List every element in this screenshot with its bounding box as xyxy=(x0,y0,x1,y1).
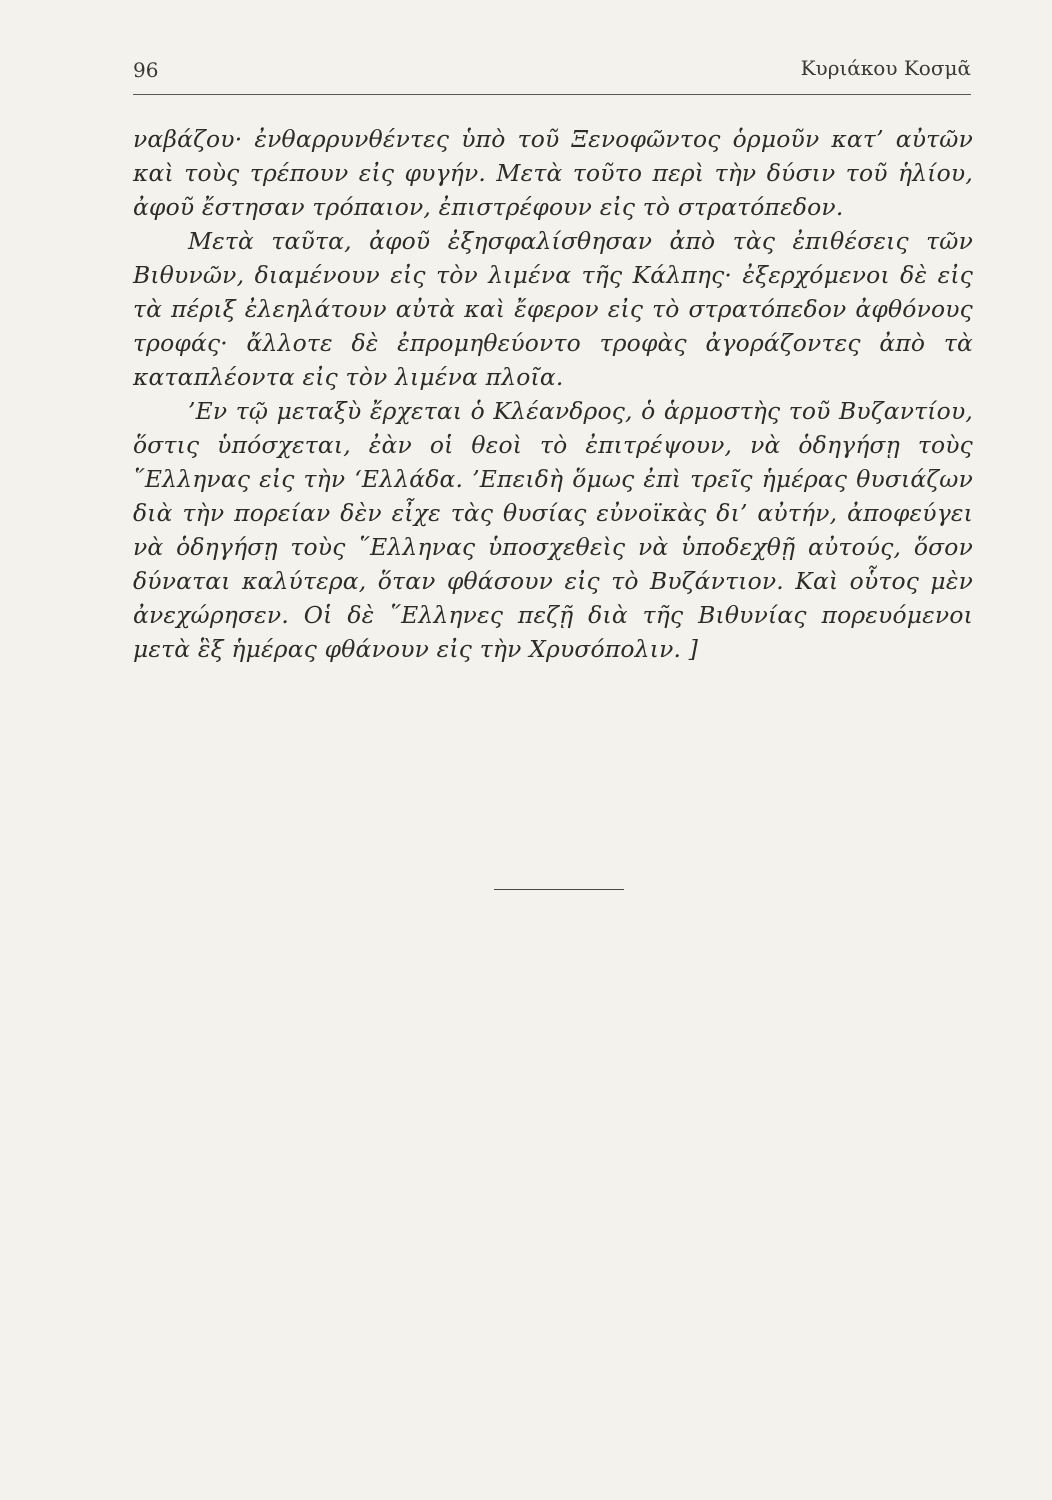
page-number: 96 xyxy=(133,58,159,82)
paragraph-1: ναβάζου· ἐνθαρρυνθέντες ὑπὸ τοῦ Ξενοφῶντος ὁρμοῦν κατ’ αὐτῶν καὶ τοὺς τρέπουν εἰς φυγήν. Μετὰ τοῦτο περὶ τὴν δύσιν τοῦ ἡλίου, ἀφοῦ ἔστησαν τρόπαιον, ἐπιστρέφουν εἰς τὸ στρατόπεδον. xyxy=(133,125,973,221)
end-rule xyxy=(494,889,624,890)
paragraph-2: Μετὰ ταῦτα, ἀφοῦ ἐξησφαλίσθησαν ἀπὸ τὰς ἐπιθέσεις τῶν Βιθυνῶν, διαμένουν εἰς τὸν λιμένα τῆς Κάλπης· ἐξερχόμενοι δὲ εἰς τὰ πέριξ ἐλεηλάτουν αὐτὰ καὶ ἔφερον εἰς τὸ στρατόπεδον ἀφθόνους τροφάς· ἄλλοτε δὲ ἐπρομηθεύοντο τροφὰς ἀγοράζοντες ἀπὸ τὰ καταπλέοντα εἰς τὸν λιμένα πλοῖα. xyxy=(133,227,973,391)
paragraph-3: ’Εν τῷ μεταξὺ ἔρχεται ὁ Κλέανδρος, ὁ ἁρμοστὴς τοῦ Βυζαντίου, ὅστις ὑπόσχεται, ἐὰν οἱ θεοὶ τὸ ἐπιτρέψουν, νὰ ὁδηγήσῃ τοὺς ῞Ελληνας εἰς τὴν ‘Ελλάδα. ’Επειδὴ ὅμως ἐπὶ τρεῖς ἡμέρας θυσιάζων διὰ τὴν πορείαν δὲν εἶχε τὰς θυσίας εὐνοϊκὰς δι’ αὐτήν, ἀποφεύγει νὰ ὁδηγήσῃ τοὺς ῞Ελληνας ὑποσχεθεὶς νὰ ὑποδεχθῇ αὐτούς, ὅσον δύναται καλύτερα, ὅταν φθάσουν εἰς τὸ Βυζάντιον. Καὶ οὗτος μὲν ἀνεχώρησεν. Οἱ δὲ ῞Ελληνες πεζῇ διὰ τῆς Βιθυνίας πορευόμενοι μετὰ ἓξ ἡμέρας φθάνουν εἰς τὴν Χρυσόπολιν. ] xyxy=(133,397,973,663)
body-text xyxy=(133,122,973,666)
page-header xyxy=(133,56,971,90)
running-head: Κυριάκου Κοσμᾶ xyxy=(800,56,971,80)
header-rule xyxy=(133,94,971,95)
